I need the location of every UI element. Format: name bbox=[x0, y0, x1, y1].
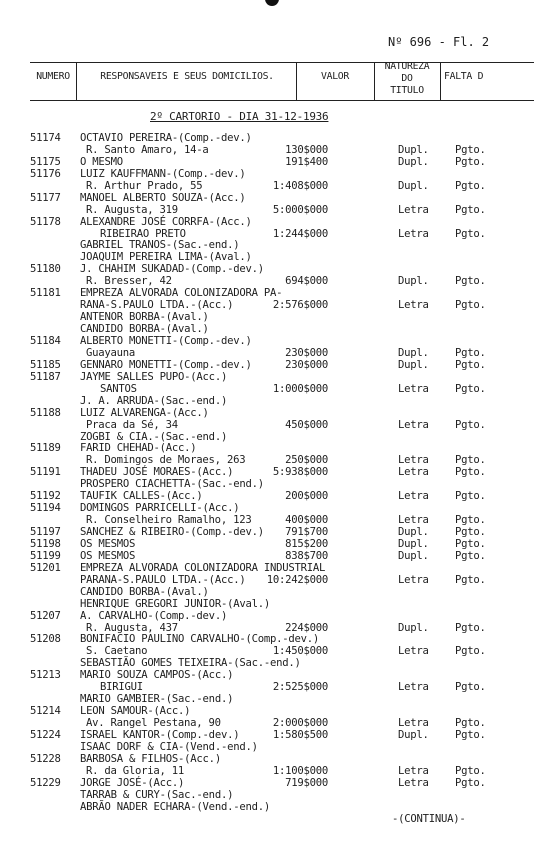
entry-number: 51228 bbox=[30, 753, 61, 765]
entry-number: 51208 bbox=[30, 633, 61, 645]
entry-text: J. CHAHIM SUKADAD-(Comp.-dev.) bbox=[80, 263, 264, 275]
entry-valor: 230$000 bbox=[285, 347, 328, 359]
entry-valor: 224$000 bbox=[285, 622, 328, 634]
entry-number: 51199 bbox=[30, 550, 61, 562]
entry-number: 51192 bbox=[30, 490, 61, 502]
entry-text: BONIFACIO PAULINO CARVALHO-(Comp.-dev.) bbox=[80, 633, 319, 645]
entry-falta: Pgto. bbox=[455, 383, 486, 395]
entry-text: RANA-S.PAULO LTDA.-(Acc.) bbox=[80, 299, 234, 311]
entry-falta: Pgto. bbox=[455, 574, 486, 586]
entry-number: 51185 bbox=[30, 359, 61, 371]
entry-text: CANDIDO BORBA-(Aval.) bbox=[80, 586, 209, 598]
entry-valor: 815$200 bbox=[285, 538, 328, 550]
entry-text: CANDIDO BORBA-(Aval.) bbox=[80, 323, 209, 335]
entry-text: LUIZ KAUFFMANN-(Comp.-dev.) bbox=[80, 168, 246, 180]
entry-natureza: Dupl. bbox=[398, 538, 429, 550]
entry-natureza: Letra bbox=[398, 765, 429, 777]
entry-natureza: Dupl. bbox=[398, 622, 429, 634]
entry-text: MANOEL ALBERTO SOUZA-(Acc.) bbox=[80, 192, 246, 204]
header-top-rule bbox=[30, 62, 534, 63]
entry-natureza: Letra bbox=[398, 645, 429, 657]
entry-text: ZOGBI & CIA.-(Sac.-end.) bbox=[80, 431, 228, 443]
entry-falta: Pgto. bbox=[455, 538, 486, 550]
entry-number: 51174 bbox=[30, 132, 61, 144]
entry-falta: Pgto. bbox=[455, 419, 486, 431]
header-natureza-3: TITULO bbox=[390, 85, 424, 96]
entry-number: 51229 bbox=[30, 777, 61, 789]
entry-valor: 250$000 bbox=[285, 454, 328, 466]
entry-falta: Pgto. bbox=[455, 275, 486, 287]
entry-text: R. Conselheiro Ramalho, 123 bbox=[86, 514, 252, 526]
entry-natureza: Dupl. bbox=[398, 526, 429, 538]
entry-text: SEBASTIÃO GOMES TEIXEIRA-(Sac.-end.) bbox=[80, 657, 301, 669]
entry-text: J. A. ARRUDA-(Sac.-end.) bbox=[80, 395, 228, 407]
entry-text: S. Caetano bbox=[86, 645, 148, 657]
entry-text: Guayauna bbox=[86, 347, 136, 359]
entry-valor: 5:938$000 bbox=[272, 466, 328, 478]
entry-valor: 400$000 bbox=[285, 514, 328, 526]
entry-natureza: Letra bbox=[398, 717, 429, 729]
entry-text: MARIO GAMBIER-(Sac.-end.) bbox=[80, 693, 234, 705]
entry-valor: 838$700 bbox=[285, 550, 328, 562]
header-bottom-rule bbox=[30, 100, 534, 101]
ink-blot bbox=[265, 0, 279, 6]
entry-number: 51177 bbox=[30, 192, 61, 204]
entry-natureza: Letra bbox=[398, 299, 429, 311]
entry-text: HENRIQUE GREGORI JUNIOR-(Aval.) bbox=[80, 598, 270, 610]
entry-falta: Pgto. bbox=[455, 180, 486, 192]
entry-natureza: Letra bbox=[398, 383, 429, 395]
entry-falta: Pgto. bbox=[455, 299, 486, 311]
entry-text: GENNARO MONETTI-(Comp.-dev.) bbox=[80, 359, 252, 371]
entry-text: OS MESMOS bbox=[80, 538, 136, 550]
entry-falta: Pgto. bbox=[455, 717, 486, 729]
entry-falta: Pgto. bbox=[455, 347, 486, 359]
header-numero: NUMERO bbox=[36, 71, 70, 82]
entry-natureza: Dupl. bbox=[398, 347, 429, 359]
continua-label: -(CONTINUA)- bbox=[392, 813, 466, 825]
column-divider bbox=[76, 62, 77, 100]
entry-falta: Pgto. bbox=[455, 765, 486, 777]
entry-number: 51176 bbox=[30, 168, 61, 180]
entry-text: ISRAEL KANTOR-(Comp.-dev.) bbox=[80, 729, 240, 741]
entry-valor: 2:000$000 bbox=[272, 717, 328, 729]
entry-text: EMPREZA ALVORADA COLONIZADORA PA- bbox=[80, 287, 283, 299]
entry-text: R. Santo Amaro, 14-a bbox=[86, 144, 209, 156]
entry-text: BIRIGUI bbox=[100, 681, 143, 693]
entry-text: JAYME SALLES PUPO-(Acc.) bbox=[80, 371, 228, 383]
entry-natureza: Dupl. bbox=[398, 275, 429, 287]
entry-text: ISAAC DORF & CIA-(Vend.-end.) bbox=[80, 741, 258, 753]
section-title: 2º CARTORIO - DIA 31-12-1936 bbox=[150, 110, 329, 123]
entry-falta: Pgto. bbox=[455, 228, 486, 240]
entry-valor: 1:408$000 bbox=[272, 180, 328, 192]
page-number: Nº 696 - Fl. 2 bbox=[388, 35, 490, 49]
entry-number: 51197 bbox=[30, 526, 61, 538]
entry-valor: 2:576$000 bbox=[272, 299, 328, 311]
column-divider bbox=[440, 62, 441, 100]
entry-falta: Pgto. bbox=[455, 454, 486, 466]
entry-text: R. Augusta, 437 bbox=[86, 622, 178, 634]
entry-text: LEON SAMOUR-(Acc.) bbox=[80, 705, 191, 717]
entry-falta: Pgto. bbox=[455, 466, 486, 478]
header-valor: VALOR bbox=[321, 71, 349, 82]
entry-valor: 230$000 bbox=[285, 359, 328, 371]
entry-number: 51188 bbox=[30, 407, 61, 419]
entry-text: JORGE JOSÉ-(Acc.) bbox=[80, 777, 185, 789]
entry-valor: 694$000 bbox=[285, 275, 328, 287]
entry-falta: Pgto. bbox=[455, 550, 486, 562]
entry-valor: 719$000 bbox=[285, 777, 328, 789]
entry-natureza: Dupl. bbox=[398, 729, 429, 741]
entry-natureza: Dupl. bbox=[398, 144, 429, 156]
entry-number: 51180 bbox=[30, 263, 61, 275]
entry-number: 51194 bbox=[30, 502, 61, 514]
entry-text: RIBEIRAO PRETO bbox=[100, 228, 186, 240]
entry-number: 51191 bbox=[30, 466, 61, 478]
entry-valor: 10:242$000 bbox=[266, 574, 328, 586]
entry-valor: 130$000 bbox=[285, 144, 328, 156]
entry-natureza: Letra bbox=[398, 777, 429, 789]
entry-falta: Pgto. bbox=[455, 359, 486, 371]
entry-text: OS MESMOS bbox=[80, 550, 136, 562]
entry-text: R. Domingos de Moraes, 263 bbox=[86, 454, 246, 466]
entry-number: 51198 bbox=[30, 538, 61, 550]
entry-number: 51187 bbox=[30, 371, 61, 383]
entry-valor: 5:000$000 bbox=[272, 204, 328, 216]
entry-text: ABRÃO NADER ECHARA-(Vend.-end.) bbox=[80, 801, 270, 813]
entry-valor: 1:580$500 bbox=[272, 729, 328, 741]
entry-text: BARBOSA & FILHOS-(Acc.) bbox=[80, 753, 221, 765]
entry-falta: Pgto. bbox=[455, 144, 486, 156]
entry-number: 51184 bbox=[30, 335, 61, 347]
entry-text: GABRIEL TRANOS-(Sac.-end.) bbox=[80, 239, 240, 251]
entry-natureza: Letra bbox=[398, 454, 429, 466]
header-responsaveis: RESPONSAVEIS E SEUS DOMICILIOS. bbox=[100, 71, 274, 82]
entry-falta: Pgto. bbox=[455, 490, 486, 502]
entry-valor: 200$000 bbox=[285, 490, 328, 502]
entry-valor: 1:000$000 bbox=[272, 383, 328, 395]
entry-natureza: Letra bbox=[398, 466, 429, 478]
entry-natureza: Letra bbox=[398, 419, 429, 431]
entry-natureza: Dupl. bbox=[398, 180, 429, 192]
entry-falta: Pgto. bbox=[455, 204, 486, 216]
entry-text: Av. Rangel Pestana, 90 bbox=[86, 717, 221, 729]
entry-text: OCTAVIO PEREIRA-(Comp.-dev.) bbox=[80, 132, 252, 144]
entry-natureza: Letra bbox=[398, 490, 429, 502]
entry-text: R. da Gloria, 11 bbox=[86, 765, 185, 777]
entry-text: R. Bresser, 42 bbox=[86, 275, 172, 287]
entry-number: 51175 bbox=[30, 156, 61, 168]
entry-number: 51189 bbox=[30, 442, 61, 454]
entry-text: PARANA-S.PAULO LTDA.-(Acc.) bbox=[80, 574, 246, 586]
header-falta: FALTA D bbox=[444, 71, 484, 82]
entry-valor: 2:525$000 bbox=[272, 681, 328, 693]
header-natureza-2: DO bbox=[401, 73, 413, 84]
entry-number: 51178 bbox=[30, 216, 61, 228]
entry-valor: 1:450$000 bbox=[272, 645, 328, 657]
entry-natureza: Dupl. bbox=[398, 359, 429, 371]
entry-valor: 191$400 bbox=[285, 156, 328, 168]
entry-text: TAUFIK CALLES-(Acc.) bbox=[80, 490, 203, 502]
entry-valor: 791$700 bbox=[285, 526, 328, 538]
entry-natureza: Letra bbox=[398, 228, 429, 240]
entry-natureza: Letra bbox=[398, 574, 429, 586]
entry-text: MARIO SOUZA CAMPOS-(Acc.) bbox=[80, 669, 234, 681]
entry-text: DOMINGOS PARRICELLI-(Acc.) bbox=[80, 502, 240, 514]
entry-text: ALEXANDRE JOSÉ CORRFA-(Acc.) bbox=[80, 216, 252, 228]
entry-natureza: Letra bbox=[398, 204, 429, 216]
entry-natureza: Dupl. bbox=[398, 550, 429, 562]
entry-valor: 450$000 bbox=[285, 419, 328, 431]
entry-text: THADEU JOSÉ MORAES-(Acc.) bbox=[80, 466, 234, 478]
entry-falta: Pgto. bbox=[455, 681, 486, 693]
entry-text: ANTENOR BORBA-(Aval.) bbox=[80, 311, 209, 323]
entry-natureza: Dupl. bbox=[398, 156, 429, 168]
entry-falta: Pgto. bbox=[455, 645, 486, 657]
entry-text: SANTOS bbox=[100, 383, 137, 395]
entry-text: Praca da Sé, 34 bbox=[86, 419, 178, 431]
entry-falta: Pgto. bbox=[455, 526, 486, 538]
entry-number: 51224 bbox=[30, 729, 61, 741]
entry-number: 51201 bbox=[30, 562, 61, 574]
entry-natureza: Letra bbox=[398, 514, 429, 526]
entry-falta: Pgto. bbox=[455, 777, 486, 789]
entry-number: 51207 bbox=[30, 610, 61, 622]
entry-text: A. CARVALHO-(Comp.-dev.) bbox=[80, 610, 228, 622]
entry-number: 51213 bbox=[30, 669, 61, 681]
entry-text: PROSPERO CIACHETTA-(Sac.-end.) bbox=[80, 478, 264, 490]
entry-number: 51214 bbox=[30, 705, 61, 717]
entry-text: R. Arthur Prado, 55 bbox=[86, 180, 203, 192]
entry-text: EMPREZA ALVORADA COLONIZADORA INDUSTRIAL bbox=[80, 562, 326, 574]
entry-text: LUIZ ALVARENGA-(Acc.) bbox=[80, 407, 209, 419]
header-natureza-1: NATUREZA bbox=[384, 61, 430, 72]
entry-number: 51181 bbox=[30, 287, 61, 299]
entry-falta: Pgto. bbox=[455, 622, 486, 634]
entry-valor: 1:244$000 bbox=[272, 228, 328, 240]
entry-text: ALBERTO MONETTI-(Comp.-dev.) bbox=[80, 335, 252, 347]
entry-natureza: Letra bbox=[398, 681, 429, 693]
entry-falta: Pgto. bbox=[455, 514, 486, 526]
entry-text: TARRAB & CURY-(Sac.-end.) bbox=[80, 789, 234, 801]
entry-text: SANCHEZ & RIBEIRO-(Comp.-dev.) bbox=[80, 526, 264, 538]
entry-text: FARID CHEHAD-(Acc.) bbox=[80, 442, 197, 454]
entry-falta: Pgto. bbox=[455, 729, 486, 741]
entry-valor: 1:100$000 bbox=[272, 765, 328, 777]
entry-text: R. Augusta, 319 bbox=[86, 204, 178, 216]
entry-text: JOAQUIM PEREIRA LIMA-(Aval.) bbox=[80, 251, 252, 263]
entry-text: O MESMO bbox=[80, 156, 123, 168]
entry-falta: Pgto. bbox=[455, 156, 486, 168]
